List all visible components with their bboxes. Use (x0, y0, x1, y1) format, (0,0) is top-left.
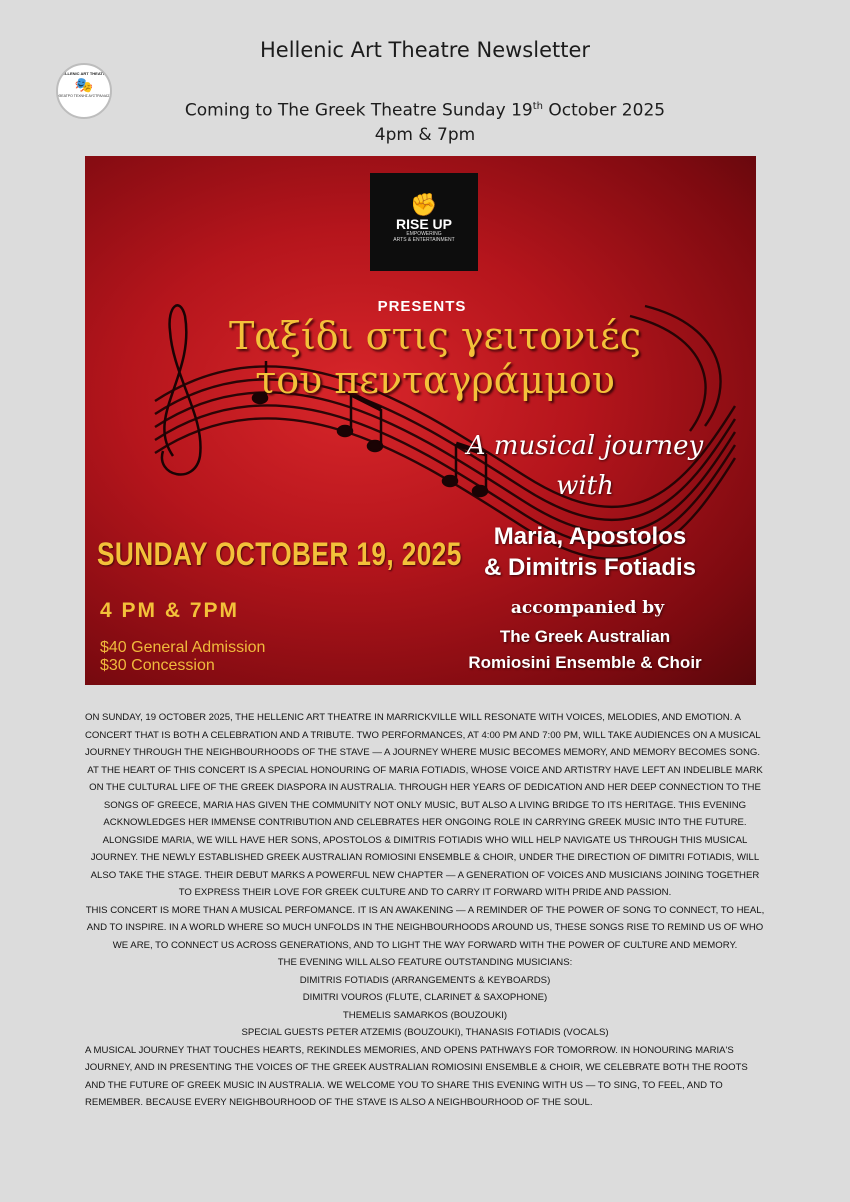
article-paragraph-1: ON SUNDAY, 19 OCTOBER 2025, THE HELLENIC ART THEATRE IN MARRICKVILLE WILL RESONATE WITH VOICES, MELODIES, AND EMOTION. A CONCERT THAT IS BOTH A CELEBRATION AND A TRIBUTE. TWO PERFORMANCES, AT 4:00 PM AND 7:00 PM, WILL TAKE AUDIENCES ON A MUSICAL JOURNEY THROUGH THE NEIGHBOURHOODS OF THE STAVE — A JOURNEY WHERE MUSIC BECOMES MEMORY, AND MEMORY BECOMES SONG. (85, 712, 761, 758)
price-concession: $30 Concession (100, 657, 215, 674)
musicians-intro: THE EVENING WILL ALSO FEATURE OUTSTANDING MUSICIANS: (277, 957, 573, 968)
ensemble-line-1: The Greek Australian (499, 627, 671, 646)
artist-names (430, 521, 750, 583)
subtitle-post: October 2025 (542, 100, 666, 121)
logo-bottom-text: ΘΕΑΤΡΟ ΤΕΧΝΗΣ ΑΥΣΤΡΑΛΙΑΣ (58, 94, 110, 98)
article-paragraph-3: ALONGSIDE MARIA, WE WILL HAVE HER SONS, APOSTOLOS & DIMITRIS FOTIADIS WHO WILL HELP NAVIGATE US THROUGH THIS MUSICAL JOURNEY. THE NEWLY ESTABLISHED GREEK AUSTRALIAN ROMIOSINI ENSEMBLE & CHOIR, UNDER THE DIRECTION OF DIMITRI FOTIADIS, WILL ALSO TAKE THE STAGE. THEIR DEBUT MARKS A POWERFUL NEW CHAPTER — A GENERATION OF VOICES AND MUSICIANS JOINING TOGETHER TO EXPRESS THEIR LOVE FOR GREEK CULTURE AND TO CARRY IT FORWARD WITH PRIDE AND PASSION. (90, 834, 760, 898)
ticket-prices (100, 639, 265, 675)
journey-line-1: A musical journey (466, 431, 704, 461)
concert-poster (85, 156, 756, 685)
event-date-line (0, 95, 850, 123)
fist-icon: ✊ (410, 193, 438, 218)
ensemble-name (420, 624, 750, 676)
theatre-masks-icon: 🎭 (74, 76, 94, 94)
poster-times: 4 PM & 7PM (100, 599, 240, 622)
article-paragraph-5: A MUSICAL JOURNEY THAT TOUCHES HEARTS, REKINDLES MEMORIES, AND OPENS PATHWAYS FOR TOMORROW. IN HONOURING MARIA'S JOURNEY, AND IN PRESENTING THE VOICES OF THE GREEK AUSTRALIAN ROMIOSINI ENSEMBLE & CHOIR, WE CELEBRATE BOTH THE ROOTS AND THE FUTURE OF GREEK MUSIC IN AUSTRALIA. WE WELCOME YOU TO SHARE THIS EVENING WITH US — TO SING, TO FEEL, AND TO REMEMBER. BECAUSE EVERY NEIGHBOURHOOD OF THE STAVE IS ALSO A NEIGHBOURHOOD OF THE SOUL. (85, 1044, 748, 1108)
musician-item: THEMELIS SAMARKOS (BOUZOUKI) (342, 1009, 508, 1021)
subtitle-sup: th (532, 101, 543, 112)
subtitle-pre: Coming to The Greek Theatre Sunday 19 (184, 100, 533, 121)
rise-up-logo (370, 173, 478, 271)
badge-title: RISE UP (395, 216, 452, 232)
event-times: 4pm & 7pm (374, 124, 476, 145)
ensemble-line-2: Romiosini Ensemble & Choir (468, 653, 702, 672)
event-subtitle (0, 95, 850, 147)
article-paragraph-2: AT THE HEART OF THIS CONCERT IS A SPECIAL HONOURING OF MARIA FOTIADIS, WHOSE VOICE AND ARTISTRY HAVE LEFT AN INDELIBLE MARK ON THE CULTURAL LIFE OF THE GREEK DIASPORA IN AUSTRALIA. THROUGH HER YEARS OF DEDICATION AND HER DEEP CONNECTION TO THE SONGS OF GREECE, MARIA HAS GIVEN THE COMMUNITY NOT ONLY MUSIC, BUT ALSO A LIVING BRIDGE TO ITS HERITAGE. THIS EVENING ACKNOWLEDGES HER IMMENSE CONTRIBUTION AND CELEBRATES HER ONGOING ROLE IN CARRYING GREEK MUSIC INTO THE FUTURE. (87, 764, 763, 828)
greek-title-line-1: Ταξίδι στις γειτονιές (228, 314, 642, 358)
presents-label: PRESENTS (377, 298, 467, 315)
greek-title (205, 314, 665, 402)
article-body (85, 709, 765, 1112)
article-paragraph-4: THIS CONCERT IS MORE THAN A MUSICAL PERFOMANCE. IT IS AN AWAKENING — A REMINDER OF THE POWER OF SONG TO CONNECT, TO HEAL, AND TO INSPIRE. IN A WORLD WHERE SO MUCH UNFOLDS IN THE NEIGHBOURHOODS AROUND US, THESE SONGS RISE TO REMIND US OF WHO WE ARE, TO CONNECT US ACROSS GENERATIONS, AND TO LIGHT THE WAY FORWARD WITH THE POWER OF CULTURE AND MEMORY. (85, 904, 765, 951)
badge-subtitle-2: ARTS & ENTERTAINMENT (393, 237, 455, 243)
musician-item: DIMITRIS FOTIADIS (ARRANGEMENTS & KEYBOARDS) (299, 974, 551, 986)
artists-line-2: & Dimitris Fotiadis (483, 554, 697, 581)
musician-item: SPECIAL GUESTS PETER ATZEMIS (BOUZOUKI), THANASIS FOTIADIS (VOCALS) (241, 1027, 609, 1038)
greek-title-line-2: του πενταγράμμου (255, 358, 615, 402)
logo-top-text: HELLENIC ART THEATRE (59, 71, 109, 76)
badge-subtitle-1: EMPOWERING (406, 231, 442, 237)
newsletter-title: Hellenic Art Theatre Newsletter (259, 38, 591, 62)
poster-date: SUNDAY OCTOBER 19, 2025 (97, 536, 462, 572)
price-general: $40 General Admission (100, 639, 266, 656)
accompanied-label: accompanied by (510, 598, 665, 618)
artists-line-1: Maria, Apostolos (493, 523, 687, 550)
journey-subtitle (435, 426, 735, 506)
journey-line-2: with (556, 471, 614, 501)
musician-item: DIMITRI VOUROS (FLUTE, CLARINET & SAXOPHONE) (302, 992, 548, 1003)
